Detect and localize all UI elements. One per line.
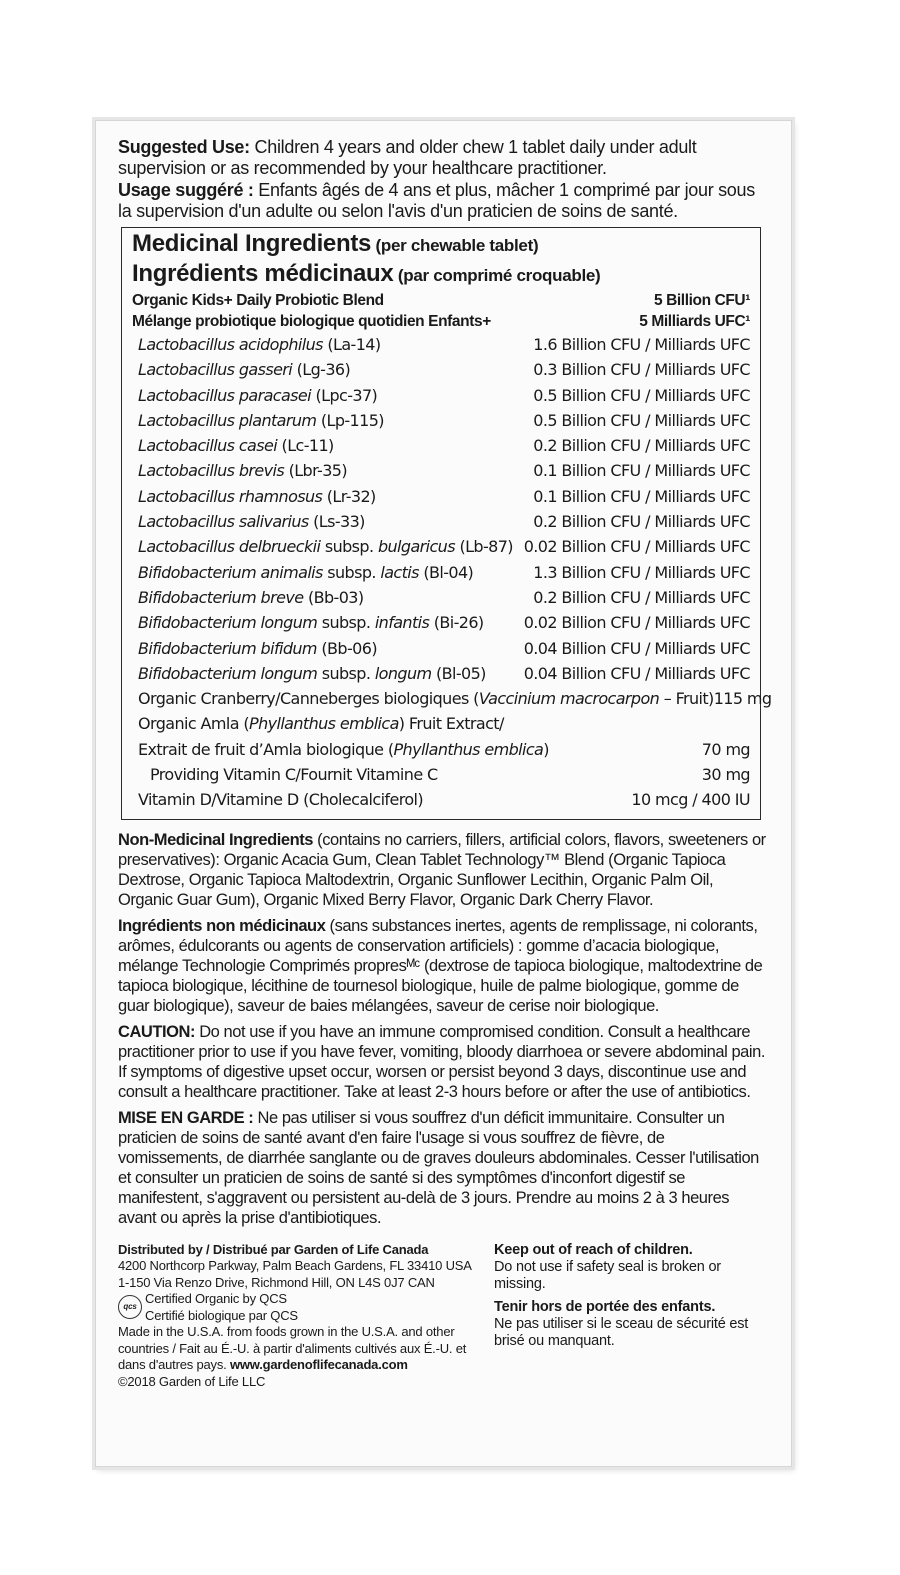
strain-row: Bifidobacterium animalis subsp. lactis (Bl-04) 1.3 Billion CFU / Milliards UFC <box>132 560 750 585</box>
address-usa: 4200 Northcorp Parkway, Palm Beach Gardens, FL 33410 USA <box>118 1258 472 1274</box>
qcs-certification: qcs Certified Organic by QCS Certifié biologique par QCS <box>118 1291 494 1324</box>
footer-left <box>118 1242 494 1391</box>
ingredient-amla-en: Organic Amla (Phyllanthus emblica) Fruit Extract/ <box>138 714 504 734</box>
strain-amount: 0.5 Billion CFU / Milliards UFC <box>533 410 750 430</box>
ingredient-cranberry: Organic Cranberry/Canneberges biologiques (Vaccinium macrocarpon – Fruit) 115 mg <box>138 689 772 709</box>
strain-amount: 0.2 Billion CFU / Milliards UFC <box>533 587 750 607</box>
caution-en: CAUTION: Do not use if you have an immune compromised condition. Consult a healthcare practitioner prior to use if you have fever, vomiting, bloody diarrhoea or severe abdominal pain. If symptoms of digestive upset occur, worsen or persist beyond 3 days, discontinue use and consult a healthcare practitioner. Take at least 2-3 hours before or after the use of antibiotics. <box>118 1022 765 1101</box>
suggested-use-en: Suggested Use: Children 4 years and older chew 1 tablet daily under adult supervision or as recommended by your healthcare practitioner. <box>118 137 697 178</box>
non-medicinal-en: Non-Medicinal Ingredients (contains no carriers, fillers, artificial colors, flavors, sweeteners or preservatives): Organic Acacia Gum, Clean Tablet Technology™ Blend (Organic Tapioca Dextrose, Organic Tapioca Maltodextrin, Organic Sunflower Lecithin, Organic Palm Oil, Organic Guar Gum), Organic Mixed Berry Flavor, Organic Dark Cherry Flavor. <box>118 830 766 909</box>
label-content <box>118 137 772 1390</box>
strain-amount: 1.6 Billion CFU / Milliards UFC <box>533 335 750 354</box>
strain-row: Lactobacillus gasseri (Lg-36) 0.3 Billion CFU / Milliards UFC <box>132 357 750 382</box>
strain-amount: 0.2 Billion CFU / Milliards UFC <box>533 512 750 532</box>
seal-warning-en: Do not use if safety seal is broken or missing. <box>494 1258 721 1292</box>
strain-row: Lactobacillus rhamnosus (Lr-32) 0.1 Billion CFU / Milliards UFC <box>132 484 750 509</box>
label-panel <box>95 120 792 1467</box>
strain-row: Bifidobacterium bifidum (Bb-06) 0.04 Billion CFU / Milliards UFC <box>132 636 750 661</box>
medicinal-ingredients-box <box>121 227 772 820</box>
strain-amount: 0.5 Billion CFU / Milliards UFC <box>533 385 750 405</box>
non-medicinal-fr: Ingrédients non médicinaux (sans substances inertes, agents de remplissage, ni colorants, arômes, édulcorants ou agents de conservation artificiels) : gomme d’acacia biologique, mélange Technologie Comprimés propresᴹᶜ (dextrose de tapioca biologique, maltodextrine de tapioca biologique, lécithine de tournesol biologique, huile de palme biologique, gomme de guar biologique), saveur de baies mélangées, saveur de cerise noir biologique. <box>118 916 763 1015</box>
strain-amount: 0.04 Billion CFU / Milliards UFC <box>523 663 750 683</box>
seal-warning-fr: Ne pas utiliser si le sceau de sécurité est brisé ou manquant. <box>494 1315 749 1349</box>
strain-row: Lactobacillus acidophilus (La-14) 1.6 Billion CFU / Milliards UFC <box>132 332 750 357</box>
strain-row: Bifidobacterium longum subsp. longum (Bl-05) 0.04 Billion CFU / Milliards UFC <box>132 661 750 686</box>
strain-row: Bifidobacterium breve (Bb-03) 0.2 Billion CFU / Milliards UFC <box>132 585 750 610</box>
footer-right <box>494 1242 754 1391</box>
strain-amount: 0.1 Billion CFU / Milliards UFC <box>533 461 750 481</box>
ingredient-vitamin-c: Providing Vitamin C/Fournit Vitamine C 30 mg <box>150 765 750 785</box>
made-in: Made in the U.S.A. from foods grown in the U.S.A. and other countries / Fait au É.-U. à partir d'aliments cultivés aux É.-U. et dans d'autres pays. www.gardenoflifecanada.com <box>118 1324 467 1373</box>
medicinal-title-fr: Ingrédients médicinaux (par comprimé croquable) <box>132 260 601 287</box>
suggested-use-fr: Usage suggéré : Enfants âgés de 4 ans et plus, mâcher 1 comprimé par jour sous la supervision d'un adulte ou selon l'avis d'un praticien de soins de santé. <box>118 180 755 221</box>
strain-amount: 0.1 Billion CFU / Milliards UFC <box>533 486 750 506</box>
strain-row: Lactobacillus casei (Lc-11) 0.2 Billion CFU / Milliards UFC <box>132 433 750 458</box>
strain-row: Lactobacillus brevis (Lbr-35) 0.1 Billion CFU / Milliards UFC <box>132 458 750 483</box>
strain-row: Bifidobacterium longum subsp. infantis (Bi-26) 0.02 Billion CFU / Milliards UFC <box>132 610 750 635</box>
ingredient-amla-fr: Extrait de fruit d’Amla biologique (Phyllanthus emblica) 70 mg <box>138 739 750 759</box>
blend-fr: Mélange probiotique biologique quotidien Enfants+ 5 Milliards UFC¹ <box>132 313 750 330</box>
keep-out-fr: Tenir hors de portée des enfants. <box>494 1298 716 1315</box>
strain-row: Lactobacillus paracasei (Lpc-37) 0.5 Billion CFU / Milliards UFC <box>132 383 750 408</box>
distributor: Distributed by / Distribué par Garden of Life Canada <box>118 1241 429 1257</box>
label-footer <box>118 1242 768 1391</box>
strain-amount: 0.02 Billion CFU / Milliards UFC <box>523 613 750 633</box>
strain-amount: 0.04 Billion CFU / Milliards UFC <box>523 638 750 658</box>
qcs-logo-icon: qcs <box>118 1295 142 1319</box>
strain-amount: 0.2 Billion CFU / Milliards UFC <box>533 436 750 456</box>
ingredient-vitamin-d: Vitamin D/Vitamine D (Cholecalciferol) 10 mcg / 400 IU <box>138 790 750 810</box>
strain-row: Lactobacillus salivarius (Ls-33) 0.2 Billion CFU / Milliards UFC <box>132 509 750 534</box>
address-can: 1-150 Via Renzo Drive, Richmond Hill, ON L4S 0J7 CAN <box>118 1274 435 1290</box>
caution-fr: MISE EN GARDE : Ne pas utiliser si vous souffrez d'un déficit immunitaire. Consulter un praticien de soins de santé avant d'en faire l'usage si vous souffrez de fièvre, de vomissements, de diarrhée sanglante ou de graves douleurs abdominales. Cesser l'utilisation et consulter un praticien de soins de santé si des symptômes d'inconfort digestif se manifestent, s'aggravent ou persistent au-delà de 3 jours. Prendre au moins 2 à 3 heures avant ou après la prise d'antibiotiques. <box>118 1108 759 1227</box>
medicinal-title-en: Medicinal Ingredients (per chewable tablet) <box>132 230 539 257</box>
strain-list <box>132 332 750 686</box>
strain-amount: 0.3 Billion CFU / Milliards UFC <box>533 360 750 380</box>
blend-en: Organic Kids+ Daily Probiotic Blend 5 Billion CFU¹ <box>132 292 750 309</box>
copyright: ©2018 Garden of Life LLC <box>118 1373 266 1389</box>
keep-out-en: Keep out of reach of children. <box>494 1241 693 1258</box>
strain-amount: 0.02 Billion CFU / Milliards UFC <box>523 537 750 557</box>
strain-row: Lactobacillus plantarum (Lp-115) 0.5 Billion CFU / Milliards UFC <box>132 408 750 433</box>
strain-row: Lactobacillus delbrueckii subsp. bulgaricus (Lb-87) 0.02 Billion CFU / Milliards UFC <box>132 534 750 559</box>
website-link: www.gardenoflifecanada.com <box>229 1357 408 1373</box>
strain-amount: 1.3 Billion CFU / Milliards UFC <box>533 562 750 582</box>
